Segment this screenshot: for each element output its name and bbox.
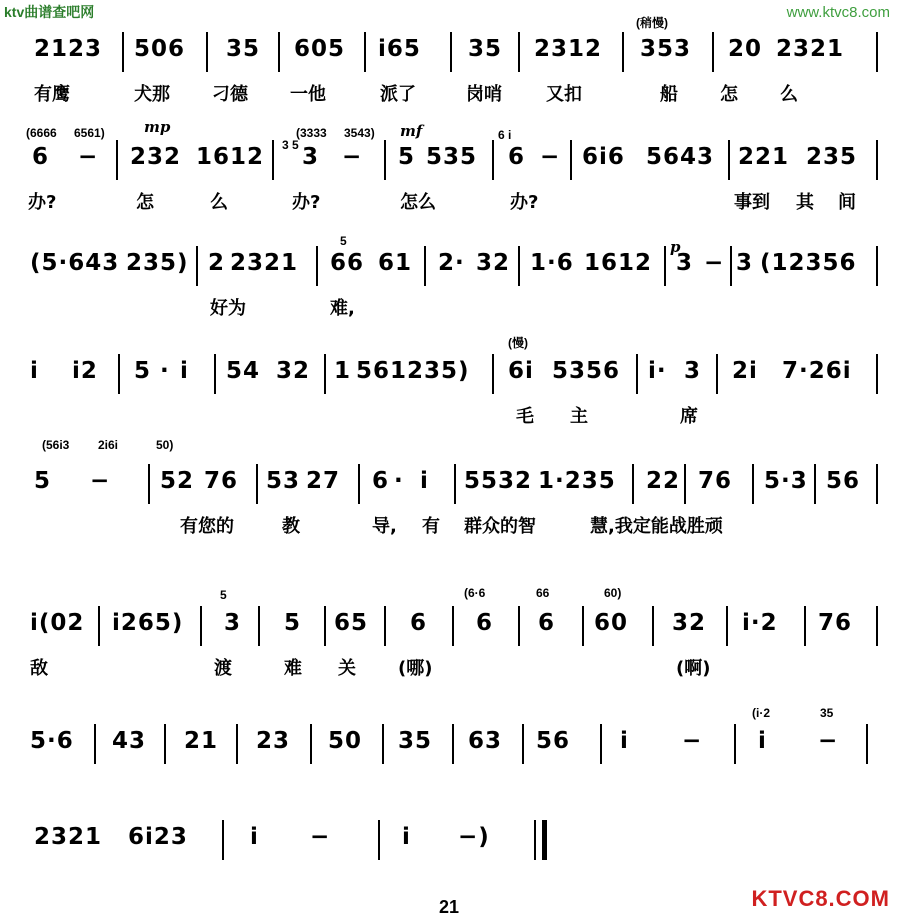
note: i65: [378, 36, 421, 62]
final-barline-thick: [542, 820, 547, 860]
note: 506: [134, 36, 186, 62]
final-barline-thin: [534, 820, 536, 860]
lyric: 岗哨: [466, 84, 502, 105]
note: 53: [266, 468, 301, 494]
barline: [452, 724, 454, 764]
barline: [652, 606, 654, 646]
barline: [358, 464, 360, 504]
note: 20: [728, 36, 763, 62]
barline: [164, 724, 166, 764]
note: 6: [538, 610, 556, 636]
lyric: 难,: [330, 298, 355, 319]
watermark-bottom-right: KTVC8.COM: [751, 886, 890, 911]
note: 35: [468, 36, 503, 62]
dynamic-mark: mf: [400, 122, 423, 140]
barline: [876, 464, 878, 504]
lyric: 教: [282, 516, 300, 537]
barline: [570, 140, 572, 180]
lyric: 好为: [210, 298, 246, 319]
note: 61: [378, 250, 413, 276]
barline: [712, 32, 714, 72]
notes-line-5: [0, 438, 898, 500]
barline: [98, 606, 100, 646]
page-number: 21: [438, 897, 460, 917]
note: 6i: [508, 358, 534, 384]
barline: [492, 354, 494, 394]
barline: [664, 246, 666, 286]
lyric: 么: [210, 192, 228, 213]
grace-mark: 2i6i: [98, 438, 119, 452]
note: 35: [398, 728, 433, 754]
lyric: 主: [570, 406, 588, 427]
barline: [278, 32, 280, 72]
lyric: 慧,我定能战胜顽: [590, 516, 723, 537]
barline: [256, 464, 258, 504]
lyric: 毛: [516, 406, 534, 427]
note: −): [458, 824, 490, 850]
grace-mark: 35: [820, 706, 834, 720]
lyric: 怎: [720, 84, 738, 105]
notes-line-2: [0, 118, 898, 176]
barline: [518, 32, 520, 72]
lyrics-line-5: [0, 512, 898, 542]
barline: [632, 464, 634, 504]
note: 353: [640, 36, 692, 62]
lyric: 派了: [380, 84, 416, 105]
note: −: [540, 144, 561, 170]
note: 561235): [356, 358, 470, 384]
note: 32: [476, 250, 511, 276]
lyric: 船: [660, 84, 678, 105]
barline: [730, 246, 732, 286]
note: i: [758, 728, 767, 754]
barline: [196, 246, 198, 286]
notes-line-4: [0, 336, 898, 390]
lyric: 敌: [30, 658, 48, 679]
lyric: 群众的智: [464, 516, 536, 537]
lyrics-line-3: [0, 294, 898, 324]
note: −: [310, 824, 331, 850]
note: 1612: [196, 144, 265, 170]
note: 65: [334, 610, 369, 636]
lyric: 么: [780, 84, 798, 105]
grace-mark: 6 i: [498, 128, 512, 142]
lyric: 一他: [290, 84, 326, 105]
barline: [804, 606, 806, 646]
lyric: 办?: [510, 192, 539, 213]
barline: [522, 724, 524, 764]
barline: [148, 464, 150, 504]
note: 5·6: [30, 728, 74, 754]
note: 56: [826, 468, 861, 494]
barline: [518, 606, 520, 646]
barline: [272, 140, 274, 180]
barline: [876, 606, 878, 646]
note: −: [704, 250, 725, 276]
note: i265): [112, 610, 184, 636]
note: 32: [672, 610, 707, 636]
watermark-top-left: ktv曲谱查吧网: [4, 4, 95, 20]
barline: [382, 724, 384, 764]
notes-line-3: [0, 234, 898, 282]
note: 1·235: [538, 468, 616, 494]
lyric: 办?: [28, 192, 57, 213]
barline: [684, 464, 686, 504]
note: 2i: [732, 358, 758, 384]
note: 7·26i: [782, 358, 852, 384]
note: 232: [130, 144, 182, 170]
note: 21: [184, 728, 219, 754]
lyric: (啊): [676, 658, 711, 679]
note: 6: [32, 144, 50, 170]
barline: [122, 32, 124, 72]
note: 5356: [552, 358, 621, 384]
note: 221: [738, 144, 790, 170]
grace-mark: 5: [220, 588, 227, 602]
barline: [116, 140, 118, 180]
barline: [636, 354, 638, 394]
note: 5·3: [764, 468, 808, 494]
note: 22: [646, 468, 681, 494]
note: 2321: [34, 824, 103, 850]
note: i2: [72, 358, 98, 384]
lyric: 有您的: [180, 516, 234, 537]
lyric: 又扣: [546, 84, 582, 105]
barline: [866, 724, 868, 764]
barline: [384, 606, 386, 646]
lyric: (哪): [398, 658, 433, 679]
lyric: 渡: [214, 658, 232, 679]
barline: [324, 606, 326, 646]
note: i(02: [30, 610, 85, 636]
note: 1612: [584, 250, 653, 276]
note: 5: [284, 610, 302, 636]
note: 2312: [534, 36, 603, 62]
lyrics-line-1: [0, 80, 898, 110]
dynamic-mark: mp: [144, 118, 171, 136]
barline: [364, 32, 366, 72]
note: i: [402, 824, 411, 850]
note: i·2: [742, 610, 778, 636]
barline: [814, 464, 816, 504]
lyric: 办?: [292, 192, 321, 213]
barline: [876, 32, 878, 72]
lyric: 有: [422, 516, 440, 537]
note: 2: [208, 250, 226, 276]
dynamic-mark: p: [670, 238, 681, 256]
barline: [384, 140, 386, 180]
grace-mark: 6561): [74, 126, 105, 140]
note: 5: [398, 144, 416, 170]
lyric: 导,: [372, 516, 397, 537]
note: −: [342, 144, 363, 170]
tempo-mark: (慢): [508, 336, 528, 350]
note: ·: [160, 358, 170, 384]
barline: [876, 140, 878, 180]
note: 76: [204, 468, 239, 494]
grace-mark: (i·2: [752, 706, 770, 720]
barline: [214, 354, 216, 394]
note: 6: [410, 610, 428, 636]
lyric: 怎么: [400, 192, 436, 213]
barline: [600, 724, 602, 764]
note: 23: [256, 728, 291, 754]
barline: [424, 246, 426, 286]
grace-mark: 5: [340, 234, 347, 248]
note: 60: [594, 610, 629, 636]
lyric: 犬那: [134, 84, 170, 105]
note: 5643: [646, 144, 715, 170]
grace-mark: 66: [536, 586, 550, 600]
note: 6: [372, 468, 390, 494]
grace-mark: (6·6: [464, 586, 486, 600]
lyric: 刁德: [212, 84, 248, 105]
note: −: [818, 728, 839, 754]
lyric: 间: [838, 192, 856, 213]
barline: [752, 464, 754, 504]
note: 6: [508, 144, 526, 170]
note: 2·: [438, 250, 465, 276]
barline: [452, 606, 454, 646]
barline: [236, 724, 238, 764]
note: 5: [34, 468, 52, 494]
note: 535: [426, 144, 478, 170]
lyrics-line-4: [0, 402, 898, 432]
note: 54: [226, 358, 261, 384]
note: (5·643: [30, 250, 120, 276]
barline: [324, 354, 326, 394]
barline: [310, 724, 312, 764]
grace-mark: 50): [156, 438, 174, 452]
notes-line-1: [0, 16, 898, 68]
note: −: [682, 728, 703, 754]
note: 2321: [230, 250, 299, 276]
note: −: [78, 144, 99, 170]
note: 32: [276, 358, 311, 384]
grace-mark: 3 5: [282, 138, 299, 152]
barline: [492, 140, 494, 180]
note: 3: [676, 250, 694, 276]
note: 76: [698, 468, 733, 494]
note: i: [30, 358, 39, 384]
note: 27: [306, 468, 341, 494]
note: i: [420, 468, 429, 494]
grace-mark: (3333: [296, 126, 327, 140]
notes-line-7: [0, 706, 898, 760]
lyric: 关: [338, 658, 356, 679]
barline: [316, 246, 318, 286]
barline: [734, 724, 736, 764]
barline: [716, 354, 718, 394]
barline: [876, 354, 878, 394]
barline: [118, 354, 120, 394]
grace-mark: (56i3: [42, 438, 70, 452]
note: 1·6: [530, 250, 574, 276]
note: −: [90, 468, 111, 494]
barline: [200, 606, 202, 646]
barline: [582, 606, 584, 646]
note: 43: [112, 728, 147, 754]
barline: [222, 820, 224, 860]
watermark-top-right: www.ktvc8.com: [786, 4, 890, 21]
notes-line-6: [0, 586, 898, 642]
barline: [876, 246, 878, 286]
note: 6: [476, 610, 494, 636]
barline: [378, 820, 380, 860]
barline: [726, 606, 728, 646]
note: i: [250, 824, 259, 850]
note: 2123: [34, 36, 103, 62]
lyric: 事到: [734, 192, 770, 213]
note: 50: [328, 728, 363, 754]
note: 6i6: [582, 144, 625, 170]
barline: [728, 140, 730, 180]
note: 2321: [776, 36, 845, 62]
notes-line-8: [0, 816, 898, 856]
lyrics-line-2: [0, 188, 898, 218]
note: 3: [736, 250, 754, 276]
barline: [206, 32, 208, 72]
note: ·: [394, 468, 404, 494]
lyric: 难: [284, 658, 302, 679]
barline: [258, 606, 260, 646]
lyrics-line-6: [0, 654, 898, 684]
note: i: [620, 728, 629, 754]
barline: [454, 464, 456, 504]
note: 5532: [464, 468, 533, 494]
lyric: 席: [680, 406, 698, 427]
grace-mark: 3543): [344, 126, 375, 140]
note: 76: [818, 610, 853, 636]
note: (12356: [760, 250, 857, 276]
note: 3: [224, 610, 242, 636]
barline: [622, 32, 624, 72]
note: 235: [806, 144, 858, 170]
note: 3: [302, 144, 320, 170]
note: 605: [294, 36, 346, 62]
note: 5: [134, 358, 152, 384]
note: 3: [684, 358, 702, 384]
note: i: [180, 358, 189, 384]
note: 66: [330, 250, 365, 276]
note: 6i23: [128, 824, 188, 850]
barline: [94, 724, 96, 764]
barline: [518, 246, 520, 286]
barline: [450, 32, 452, 72]
note: 235): [126, 250, 189, 276]
note: 56: [536, 728, 571, 754]
grace-mark: (6666: [26, 126, 57, 140]
lyric: 怎: [136, 192, 154, 213]
lyric: 有鹰: [34, 84, 70, 105]
lyric: 其: [796, 192, 814, 213]
note: 35: [226, 36, 261, 62]
note: i·: [648, 358, 667, 384]
tempo-mark: (稍慢): [636, 16, 668, 30]
note: 52: [160, 468, 195, 494]
note: 1: [334, 358, 352, 384]
note: 63: [468, 728, 503, 754]
grace-mark: 60): [604, 586, 622, 600]
